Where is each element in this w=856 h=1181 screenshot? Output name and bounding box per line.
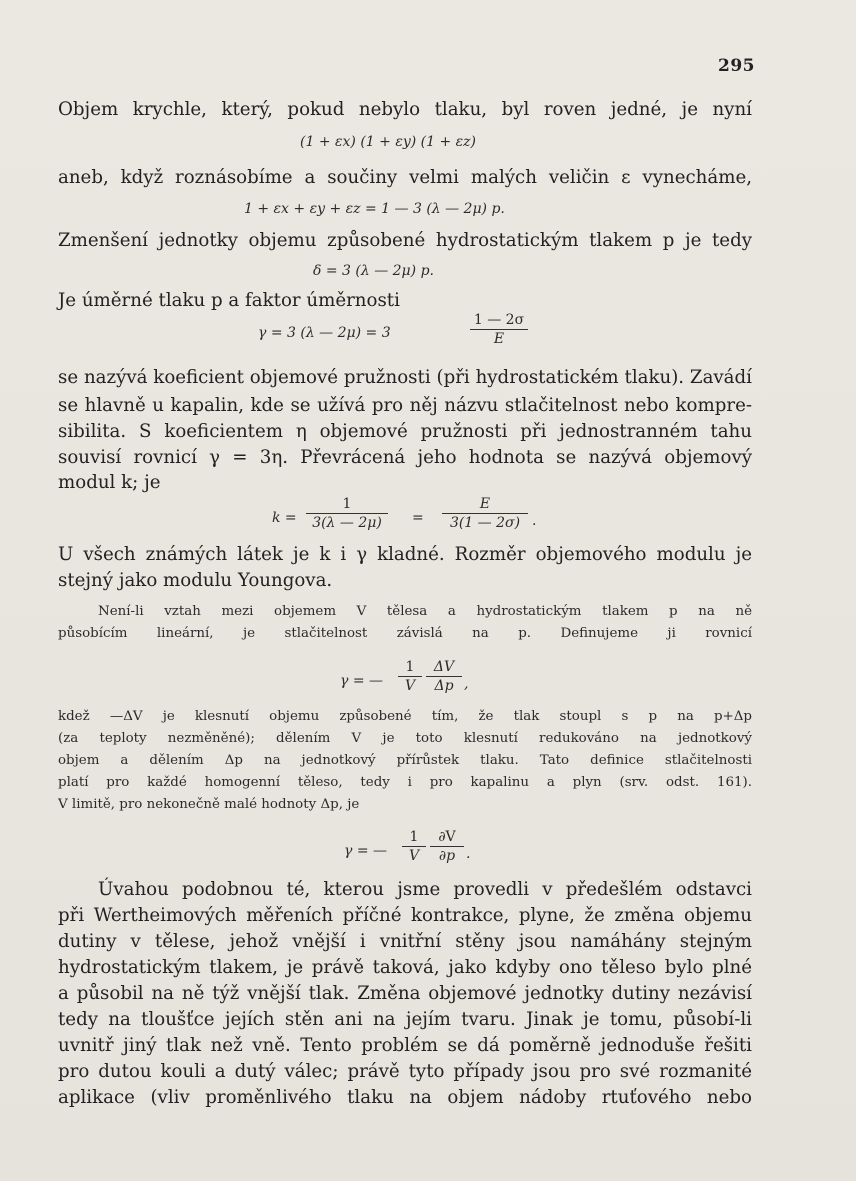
small-text-line: platí pro každé homogenní těleso, tedy i pro kapalinu a plyn (srv. odst. 161).: [58, 775, 752, 790]
equation-limit-left: γ = —: [344, 843, 387, 859]
equation-gamma-fraction: [470, 312, 528, 347]
equation-limit-end: .: [466, 846, 471, 862]
fraction-numerator: E: [479, 496, 491, 512]
text-line: pro dutou kouli a dutý válec; právě tyto případy jsou pro své rozmanité: [58, 1061, 752, 1082]
equation-compressibility-fraction-1: [398, 659, 422, 694]
equation-delta: δ = 3 (λ — 2μ) p.: [313, 263, 434, 279]
text-line: a působil na ně týž vnější tlak. Změna objemové jednotky dutiny nezávisí: [58, 983, 752, 1004]
fraction-denominator: 3(λ — 2μ): [312, 515, 382, 531]
fraction-denominator: 3(1 — 2σ): [449, 515, 521, 531]
fraction-denominator: E: [493, 331, 505, 347]
equation-volume: 1 + εx + εy + εz = 1 — 3 (λ — 2μ) p.: [244, 201, 505, 217]
equation-k-end: .: [532, 513, 537, 529]
small-text-line: (za teploty nezměněné); dělením V je toto klesnutí redukováno na jednotkový: [58, 731, 752, 746]
text-line: modul k; je: [58, 472, 161, 493]
fraction-denominator: ∂p: [438, 848, 456, 864]
fraction-numerator: 1 — 2σ: [473, 312, 525, 328]
text-line: U všech známých látek je k i γ kladné. Rozměr objemového modulu je: [58, 544, 752, 565]
text-line: aneb, když roznásobíme a součiny velmi malých veličin ε vynecháme,: [58, 167, 752, 188]
text-line: souvisí rovnicí γ = 3η. Převrácená jeho hodnota se nazývá objemový: [58, 447, 752, 468]
equation-product: (1 + εx) (1 + εy) (1 + εz): [300, 134, 477, 150]
small-text-line: působícím lineární, je stlačitelnost závislá na p. Definujeme ji rovnicí: [58, 626, 752, 641]
page-number: 295: [718, 56, 755, 76]
small-text-line: Není-li vztah mezi objemem V tělesa a hydrostatickým tlakem p na ně: [98, 604, 752, 619]
text-line: hydrostatickým tlakem, je právě taková, jako kdyby ono těleso bylo plné: [58, 957, 752, 978]
text-line: Zmenšení jednotky objemu způsobené hydrostatickým tlakem p je tedy: [58, 230, 752, 251]
text-line: tedy na tloušťce jejích stěn ani na jejím tvaru. Jinak je tomu, působí-li: [58, 1009, 752, 1030]
equation-k-fraction-2: [442, 496, 528, 531]
fraction-numerator: 1: [409, 829, 419, 845]
equation-compressibility-left: γ = —: [340, 673, 383, 689]
equation-compressibility-fraction-2: [426, 659, 462, 694]
text-line: aplikace (vliv proměnlivého tlaku na objem nádoby rtuťového nebo: [58, 1087, 752, 1108]
equation-compressibility-end: ,: [464, 676, 469, 692]
equation-limit-fraction-1: [402, 829, 426, 864]
fraction-numerator: 1: [342, 496, 352, 512]
equation-k-equals: =: [412, 510, 424, 526]
text-line: Objem krychle, který, pokud nebylo tlaku, byl roven jedné, je nyní: [58, 99, 752, 120]
text-line: Je úměrné tlaku p a faktor úměrnosti: [58, 290, 400, 311]
equation-k-fraction-1: [306, 496, 388, 531]
text-line: stejný jako modulu Youngova.: [58, 570, 333, 591]
text-line: se nazývá koeficient objemové pružnosti (při hydrostatickém tlaku). Zavádí: [58, 367, 752, 388]
fraction-denominator: V: [404, 678, 416, 694]
fraction-denominator: Δp: [434, 678, 454, 694]
equation-gamma-left: γ = 3 (λ — 2μ) = 3: [258, 325, 391, 341]
text-line: při Wertheimových měřeních příčné kontrakce, plyne, že změna objemu: [58, 905, 752, 926]
small-text-line: V limitě, pro nekonečně malé hodnoty Δp, je: [58, 797, 360, 812]
text-line: sibilita. S koeficientem η objemové pružnosti při jednostranném tahu: [58, 421, 752, 442]
text-line: Úvahou podobnou té, kterou jsme provedli v předešlém odstavci: [98, 879, 752, 900]
fraction-denominator: V: [408, 848, 420, 864]
small-text-line: objem a dělením Δp na jednotkový přírůstek tlaku. Tato definice stlačitelnosti: [58, 753, 752, 768]
small-text-line: kdež —ΔV je klesnutí objemu způsobené tím, že tlak stoupl s p na p+Δp: [58, 709, 752, 724]
fraction-numerator: ΔV: [433, 659, 455, 675]
equation-limit-fraction-2: [430, 829, 464, 864]
equation-k-left: k =: [272, 510, 297, 526]
text-line: uvnitř jiný tlak než vně. Tento problém se dá poměrně jednoduše řešiti: [58, 1035, 752, 1056]
text-line: se hlavně u kapalin, kde se užívá pro něj názvu stlačitelnost nebo kompre-: [58, 395, 752, 416]
fraction-numerator: ∂V: [438, 829, 456, 845]
fraction-numerator: 1: [405, 659, 415, 675]
text-line: dutiny v tělese, jehož vnější i vnitřní stěny jsou namáhány stejným: [58, 931, 752, 952]
